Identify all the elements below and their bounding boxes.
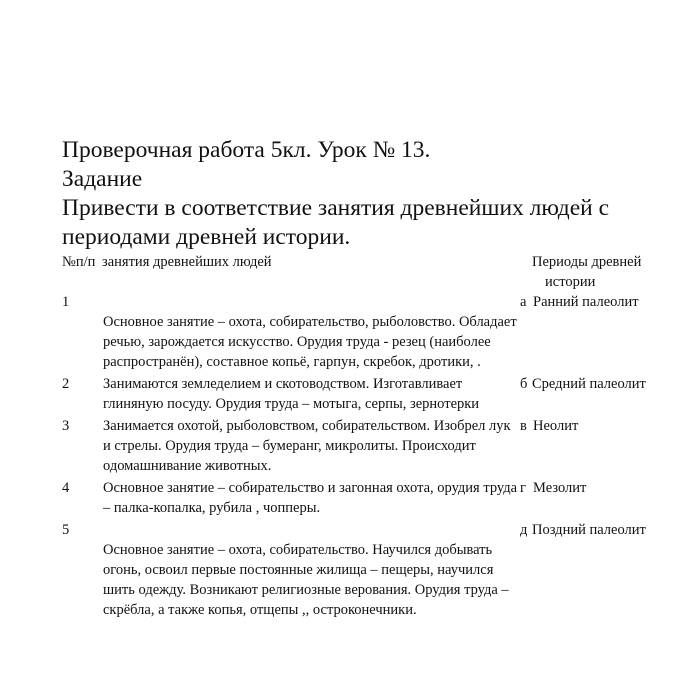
header-occupation: занятия древнейших людей [102,254,272,270]
row-occupation: Основное занятие – охота, собирательство. Научился добывать огонь, освоил первые постоянные жилища – пещеры, научился шить одежду. Возникают религиозные верования. Орудия труда – скрёбла, а также копья, отщепы ,, остроконечники. [103,542,509,618]
row-letter: а [520,294,527,310]
row-number: 4 [62,480,70,496]
header-period-line-1: Периоды древней [532,254,642,270]
task-label: Задание [62,166,143,192]
row-period: Неолит [533,418,579,434]
row-letter: г [520,480,526,496]
row-number: 5 [62,522,70,538]
row-occupation: Основное занятие – охота, собирательство, рыболовство. Обладает речью, зарождается искусство. Орудия труда - резец (наиболее распространён), составное копьё, гарпун, скребок, дротики, . [103,314,517,370]
worksheet-title: Проверочная работа 5кл. Урок № 13. [62,137,431,163]
table-row [62,478,674,518]
row-occupation: Занимаются земледелием и скотоводством. Изготавливает глиняную посуду. Орудия труда – мотыга, серпы, зернотерки [103,376,480,412]
row-period: Ранний палеолит [533,294,639,310]
matching-table [62,252,674,620]
worksheet-heading [62,136,672,252]
row-period: Средний палеолит [532,376,646,392]
row-letter: д [520,522,528,538]
row-occupation: Занимается охотой, рыболовством, собирательством. Изобрел лук и стрелы. Орудия труда – бумеранг, микролиты. Происходит одомашнивание животных. [103,418,511,474]
row-letter: б [520,376,528,392]
row-number: 1 [62,294,70,310]
row-period: Мезолит [533,480,587,496]
row-period: Поздний палеолит [532,522,646,538]
table-header [62,252,674,292]
table-row [62,292,674,372]
table-row [62,374,674,414]
task-instruction-line-2: периодами древней истории. [62,224,351,250]
table-row [62,416,674,476]
row-occupation: Основное занятие – собирательство и загонная охота, орудия труда – палка-копалка, рубила , чопперы. [103,480,518,516]
row-letter: в [520,418,527,434]
row-number: 3 [62,418,70,434]
header-period-line-2: истории [545,274,596,290]
task-instruction-line-1: Привести в соответствие занятия древнейших людей с [62,195,610,221]
table-row [62,520,674,620]
row-number: 2 [62,376,70,392]
header-period [532,252,674,292]
header-number: №п/п [62,254,96,270]
